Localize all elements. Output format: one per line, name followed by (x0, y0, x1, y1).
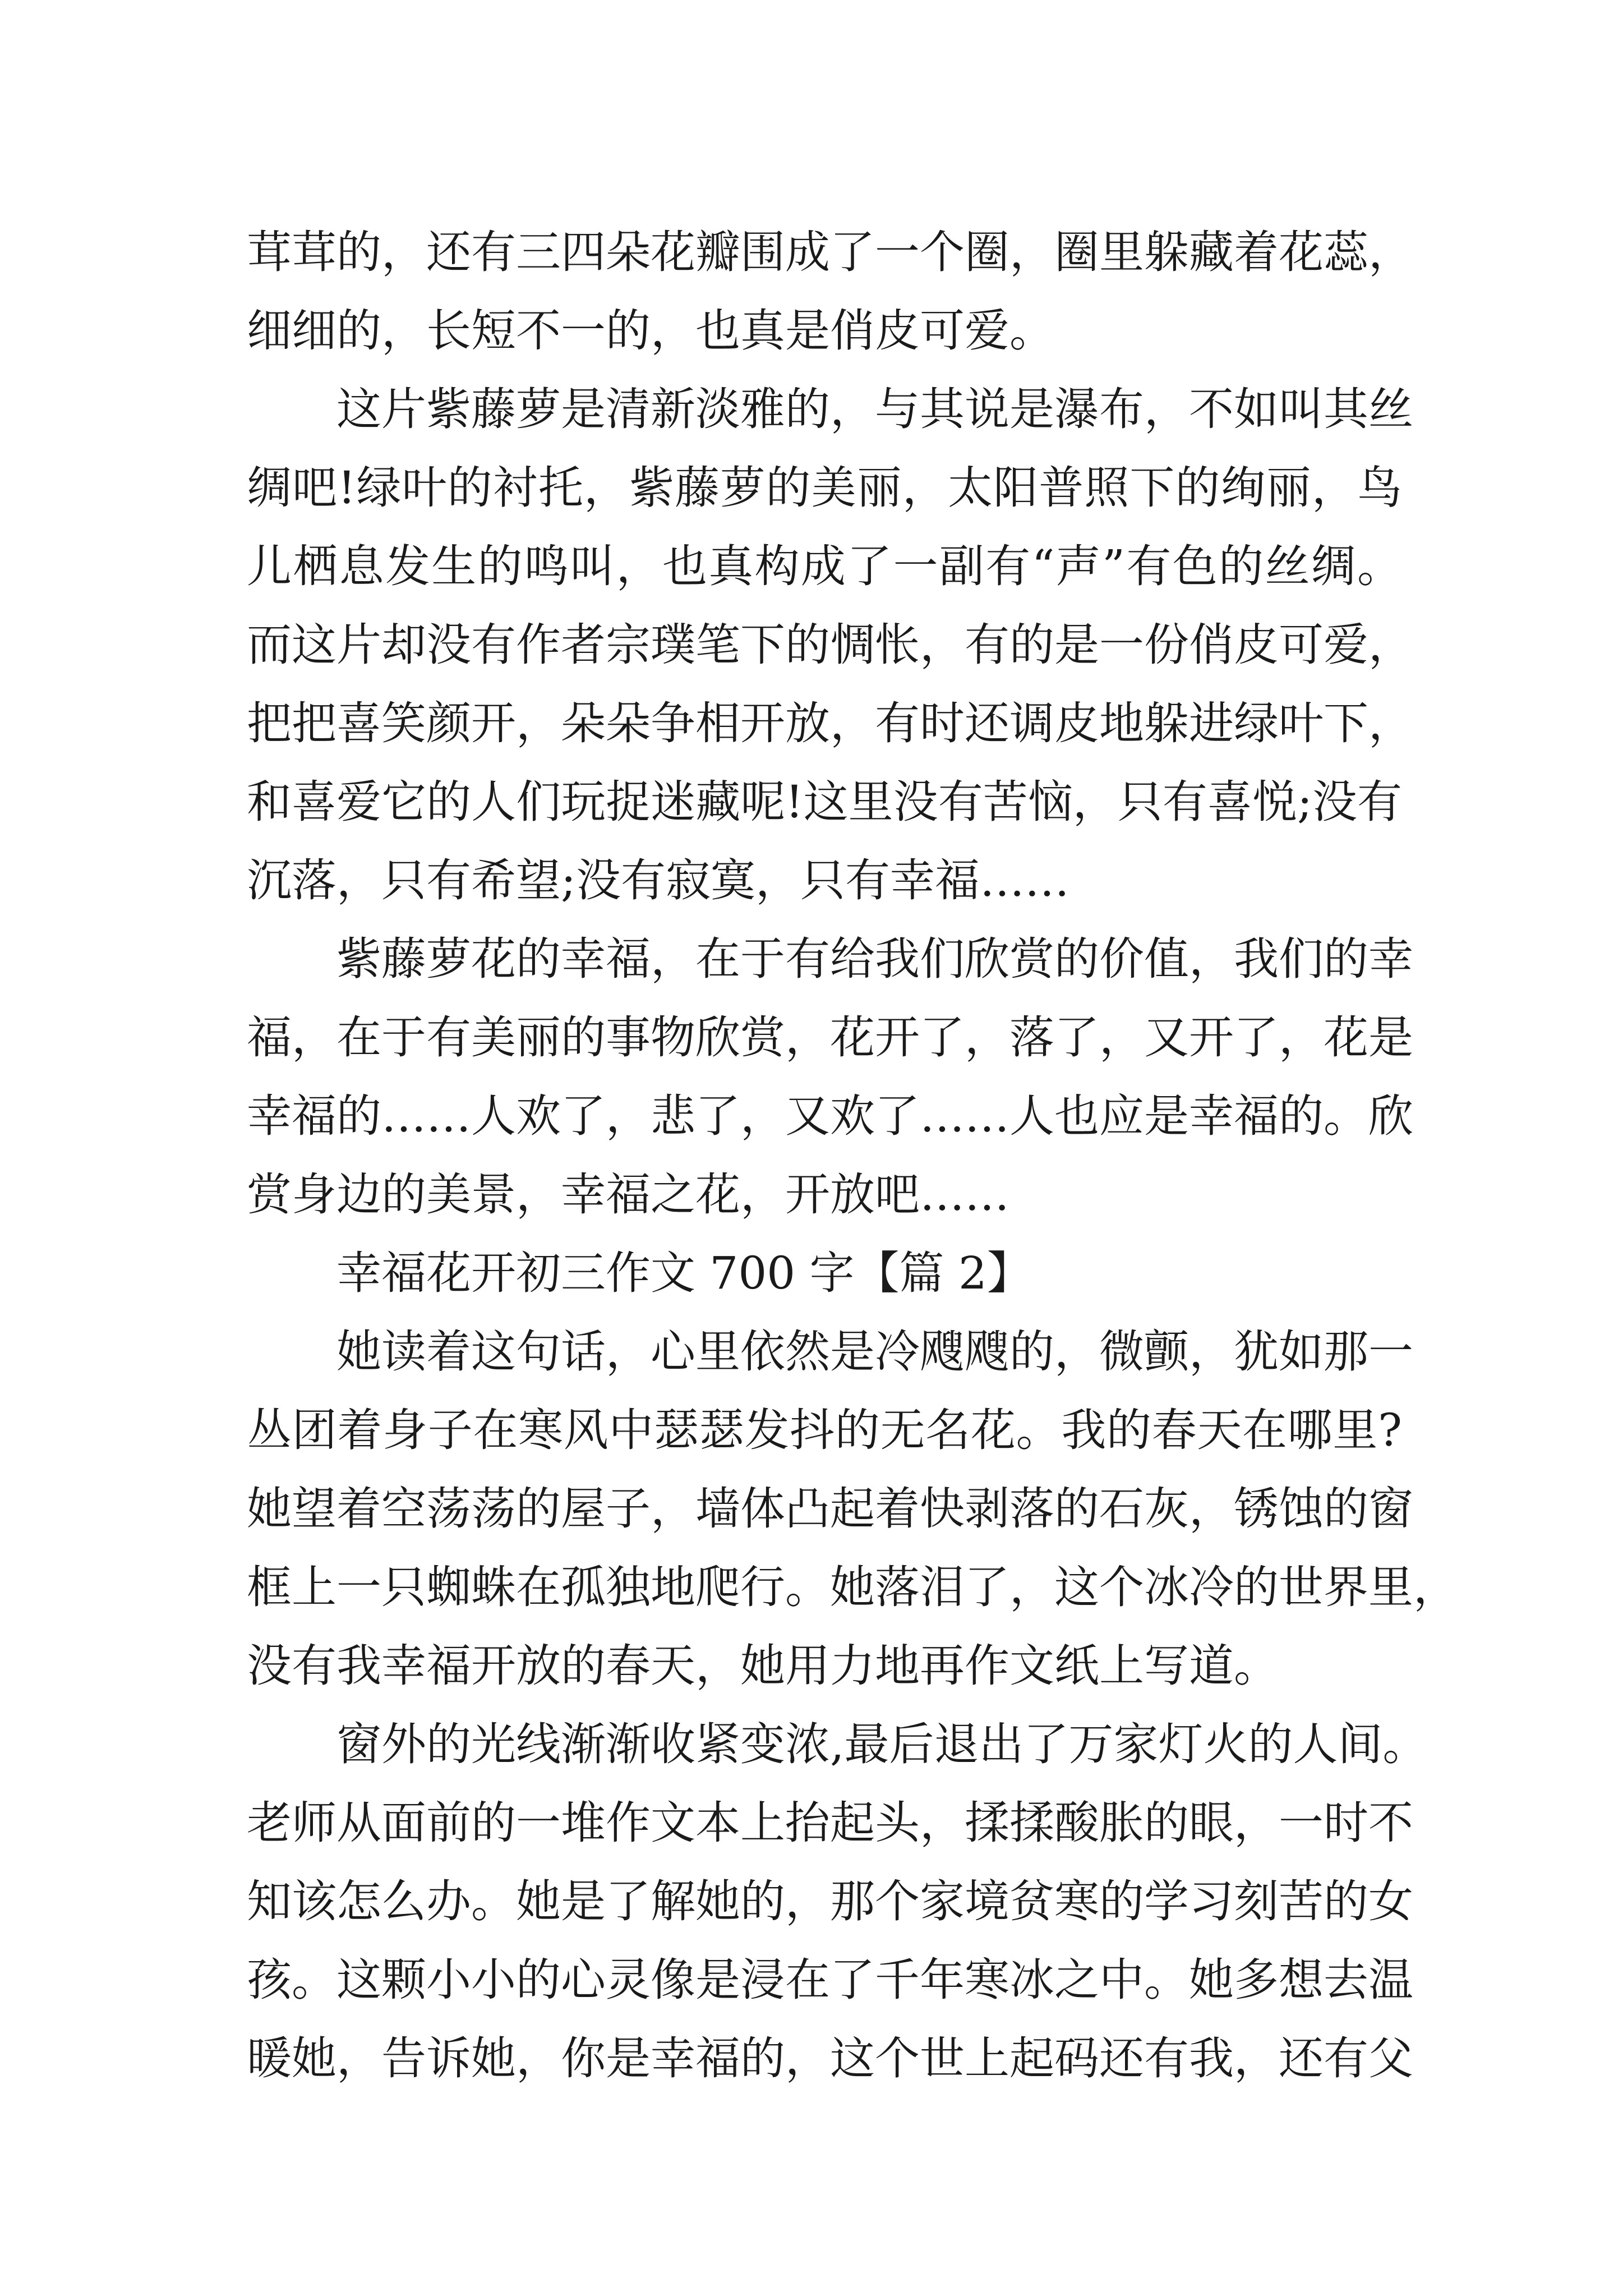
text-line: 暖她，告诉她，你是幸福的，这个世上起码还有我，还有父 (247, 2032, 1413, 2085)
text-line: 细细的，长短不一的，也真是俏皮可爱。 (247, 305, 1054, 357)
text-line: 孩。这颗小小的心灵像是浸在了千年寒冰之中。她多想去温 (247, 1954, 1413, 2006)
text-line: 茸茸的，还有三四朵花瓣围成了一个圈，圈里躲藏着花蕊， (247, 226, 1413, 278)
text-line: 知该怎么办。她是了解她的，那个家境贫寒的学习刻苦的女 (247, 1875, 1413, 1927)
text-line: 紫藤萝花的幸福，在于有给我们欣赏的价值，我们的幸 (336, 933, 1413, 985)
text-line: 沉落，只有希望;没有寂寞，只有幸福…… (247, 854, 1069, 907)
text-line: 窗外的光线渐渐收紧变浓,最后退出了万家灯火的人间。 (336, 1718, 1428, 1770)
text-line: 老师从面前的一堆作文本上抬起头，揉揉酸胀的眼，一时不 (247, 1797, 1413, 1849)
text-line: 她读着这句话，心里依然是冷飕飕的，微颤，犹如那一 (336, 1326, 1413, 1378)
text-line: 框上一只蜘蛛在孤独地爬行。她落泪了，这个冰冷的世界里， (247, 1561, 1458, 1613)
document-body (247, 213, 1458, 2098)
text-line: 赏身边的美景，幸福之花，开放吧…… (247, 1168, 1009, 1221)
text-line: 和喜爱它的人们玩捉迷藏呢!这里没有苦恼，只有喜悦;没有 (247, 776, 1402, 828)
text-line: 没有我幸福开放的春天，她用力地再作文纸上写道。 (247, 1640, 1279, 1692)
text-line: 福，在于有美丽的事物欣赏，花开了，落了，又开了，花是 (247, 1011, 1413, 1064)
text-line: 她望着空荡荡的屋子，墙体凸起着快剥落的石灰，锈蚀的窗 (247, 1483, 1413, 1535)
section-heading: 幸福花开初三作文 700 字【篇 2】 (336, 1247, 1032, 1299)
text-line: 而这片却没有作者宗璞笔下的惆怅，有的是一份俏皮可爱， (247, 619, 1413, 671)
text-line: 绸吧!绿叶的衬托，紫藤萝的美丽，太阳普照下的绚丽，鸟 (247, 462, 1402, 514)
text-line: 这片紫藤萝是清新淡雅的，与其说是瀑布，不如叫其丝 (336, 383, 1413, 435)
text-line: 儿栖息发生的鸣叫，也真构成了一副有“声”有色的丝绸。 (247, 540, 1402, 592)
text-line: 丛团着身子在寒风中瑟瑟发抖的无名花。我的春天在哪里? (247, 1404, 1402, 1456)
text-line: 幸福的……人欢了，悲了，又欢了……人也应是幸福的。欣 (247, 1090, 1413, 1142)
text-line: 把把喜笑颜开，朵朵争相开放，有时还调皮地躲进绿叶下， (247, 697, 1413, 749)
